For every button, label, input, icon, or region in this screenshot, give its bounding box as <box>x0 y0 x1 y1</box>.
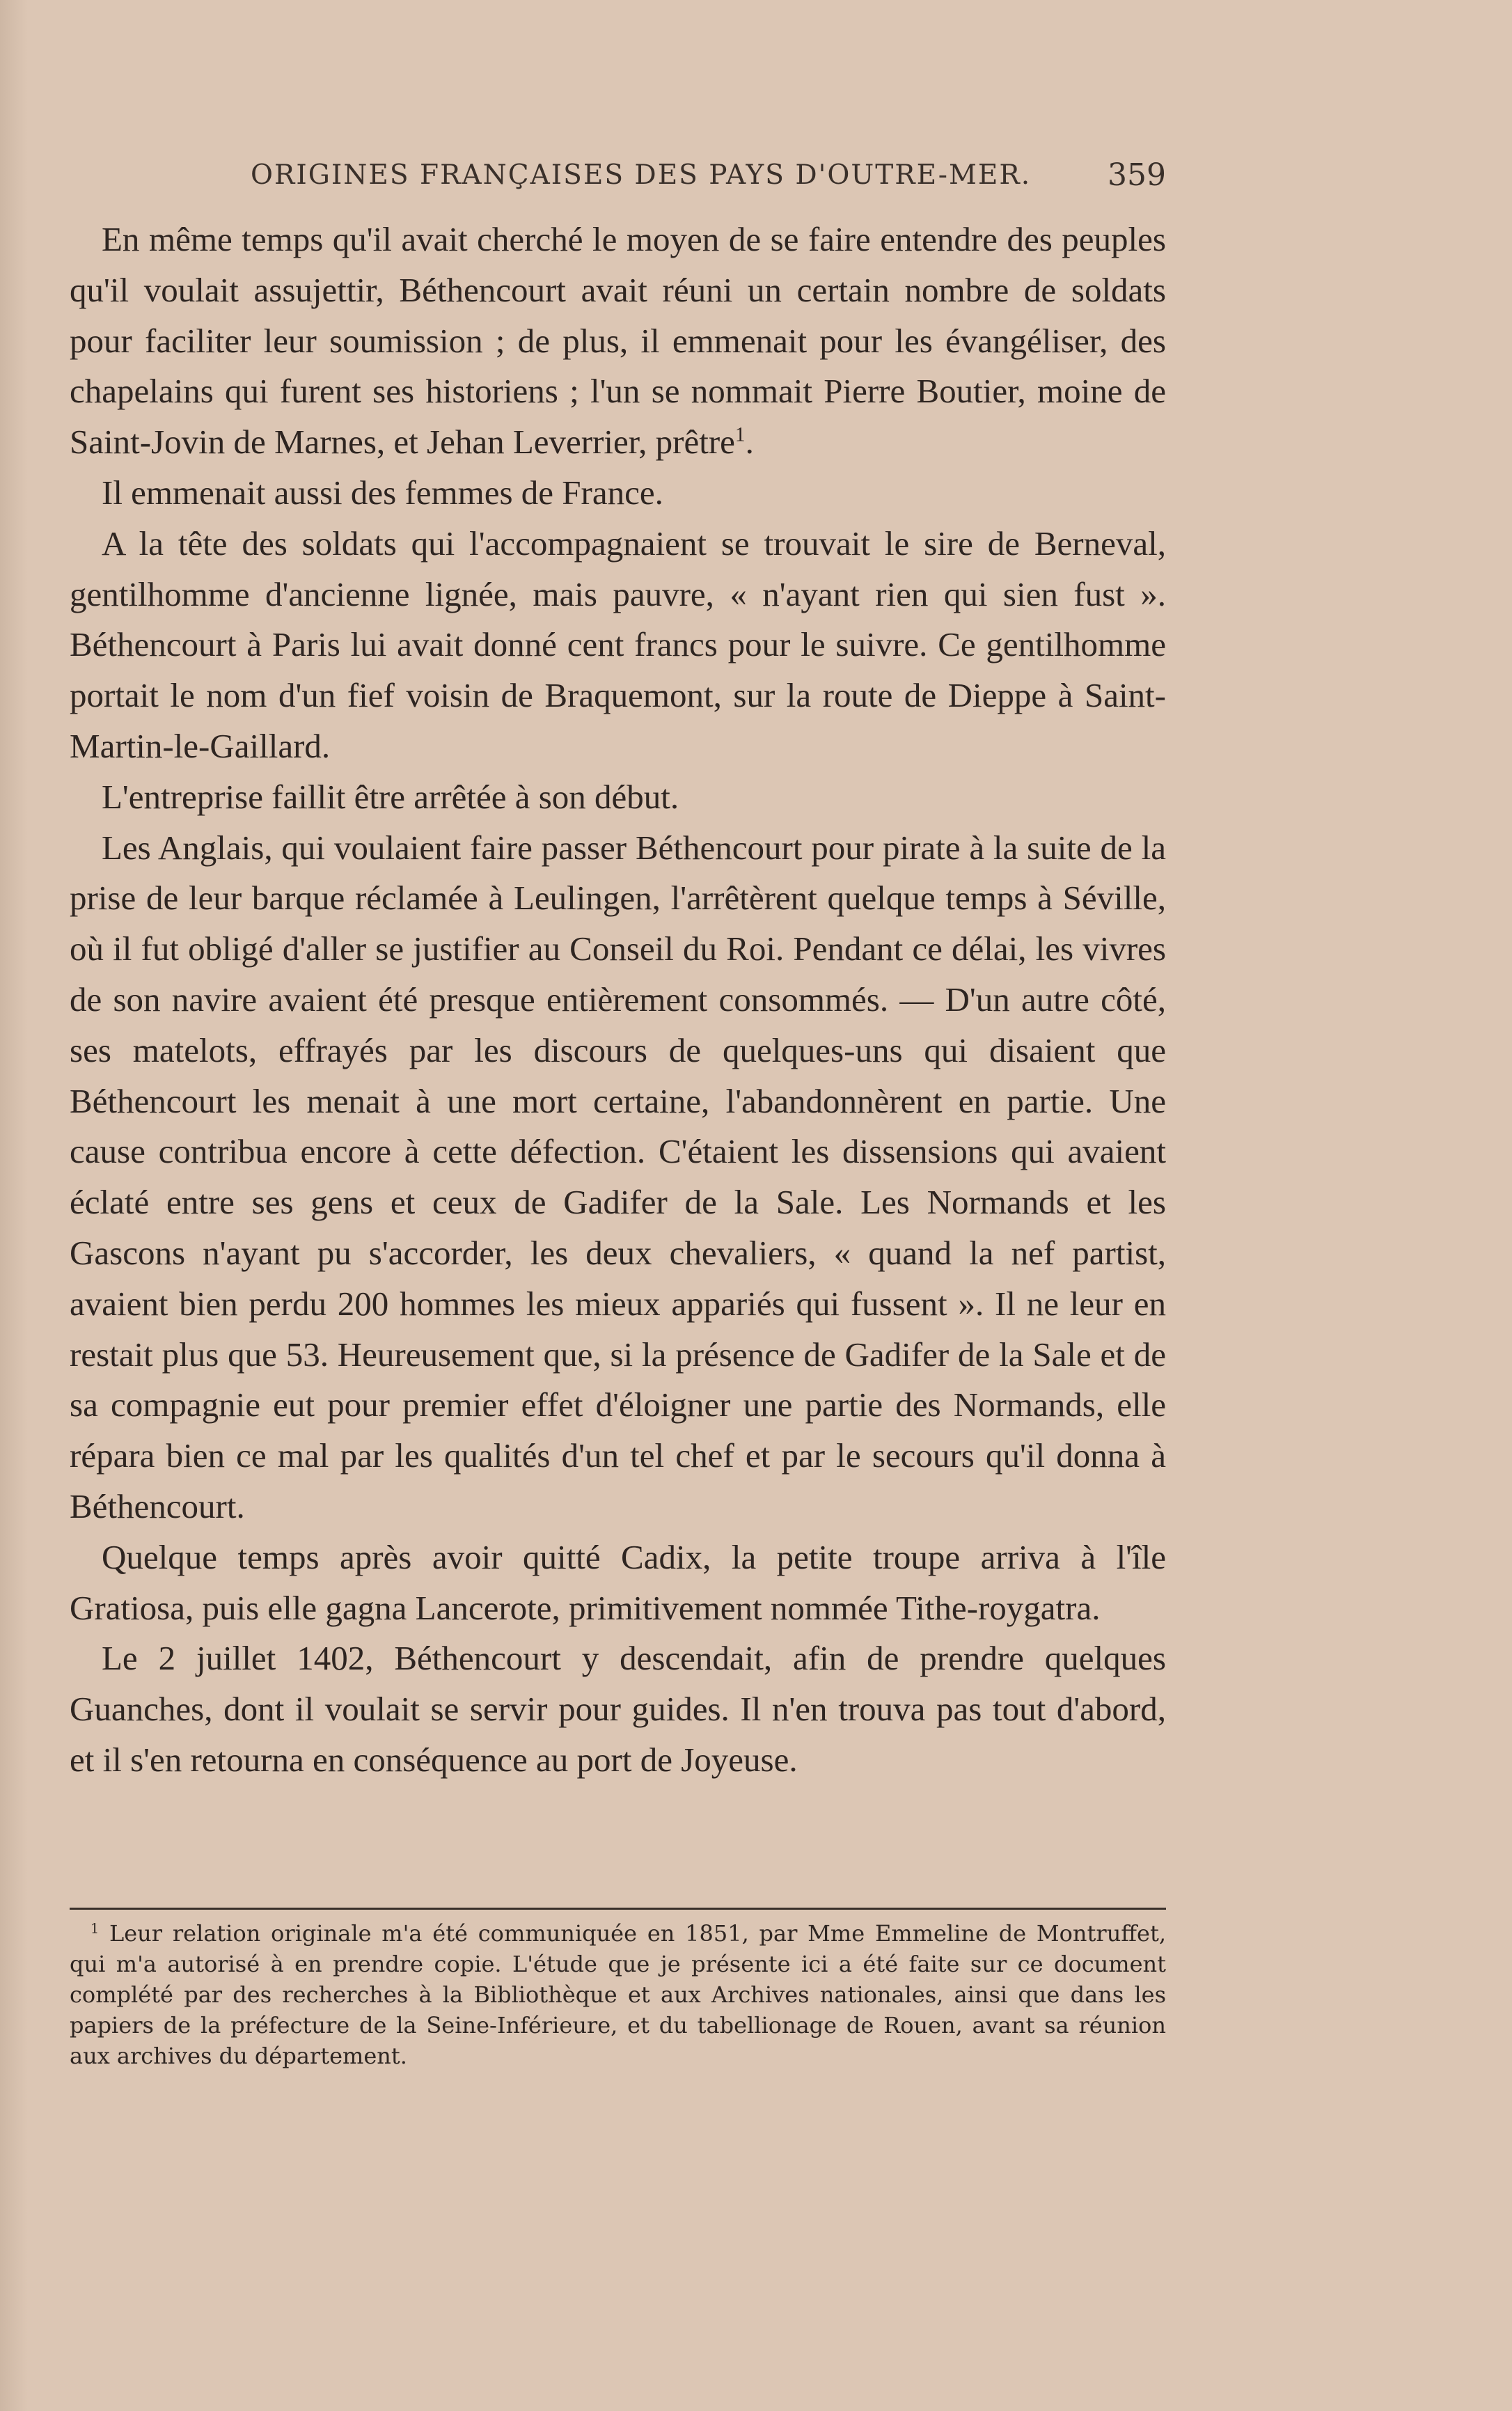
paragraph-1 <box>70 214 1166 468</box>
footnotes <box>70 1918 1166 2071</box>
footnote-divider <box>70 1908 1166 1910</box>
footnote-1 <box>70 1918 1166 2071</box>
paragraph-1-text: En même temps qu'il avait cherché le moyen de se faire entendre des peuples qu'il voulait assujettir, Béthencourt avait réuni un certain nombre de soldats pour faciliter leur soumission ; de plus, il emmenait pour les évangéliser, des chapelains qui furent ses historiens ; l'un se nommait Pierre Boutier, moine de Saint-Jovin de Marnes, et Jehan Leverrier, prêtre <box>70 220 1166 462</box>
paragraph-5: Les Anglais, qui voulaient faire passer Béthencourt pour pirate à la suite de la prise de leur barque réclamée à Leulingen, l'arrêtèrent quelque temps à Séville, où il fut obligé d'aller se justifier au Conseil du Roi. Pendant ce délai, les vivres de son navire avaient été presque entièrement consommés. — D'un autre côté, ses matelots, effrayés par les discours de quelques-uns qui disaient que Béthencourt les menait à une mort certaine, l'abandonnèrent en partie. Une cause contribua encore à cette défection. C'étaient les dissensions qui avaient éclaté entre ses gens et ceux de Gadifer de la Sale. Les Normands et les Gascons n'ayant pu s'accorder, les deux chevaliers, « quand la nef partist, avaient bien perdu 200 hommes les mieux appariés qui fussent ». Il ne leur en restait plus que 53. Heureusement que, si la présence de Gadifer de la Sale et de sa compagnie eut pour premier effet d'éloigner une partie des Normands, elle répara bien ce mal par les qualités d'un tel chef et par le secours qu'il donna à Béthencourt. <box>70 828 1166 1525</box>
paragraph-1-tail: . <box>745 423 754 462</box>
paragraph-7: Le 2 juillet 1402, Béthencourt y descendait, afin de prendre quelques Guanches, dont il voulait se servir pour guides. Il n'en trouva pas tout d'abord, et il s'en retourna en conséquence au port de Joyeuse. <box>70 1639 1166 1779</box>
running-head <box>70 155 1166 196</box>
paragraph-4: L'entreprise faillit être arrêtée à son début. <box>102 777 679 816</box>
paragraph-3: A la tête des soldats qui l'accompagnaient se trouvait le sire de Berneval, gentilhomme d'ancienne lignée, mais pauvre, « n'ayant rien qui sien fust ». Béthencourt à Paris lui avait donné cent francs pour le suivre. Ce gentilhomme portait le nom d'un fief voisin de Braquemont, sur la route de Dieppe à Saint-Martin-le-Gaillard. <box>70 524 1166 765</box>
paragraph-6: Quelque temps après avoir quitté Cadix, la petite troupe arriva à l'île Gratiosa, puis elle gagna Lancerote, primitivement nommée Tithe-roygatra. <box>70 1537 1166 1627</box>
footnote-1-text: Leur relation originale m'a été communiquée en 1851, par Mme Emmeline de Montruffet, qui m'a autorisé à en prendre copie. L'étude que je présente ici a été faite sur ce document complété par des recherches à la Bibliothèque et aux Archives nationales, ainsi que dans les papiers de la préfecture de la Seine-Inférieure, et du tabellionage de Rouen, avant sa réunion aux archives du département. <box>70 1920 1166 2069</box>
page-number: 359 <box>1108 157 1166 193</box>
footnote-reference: 1 <box>734 423 746 446</box>
page-edge-shadow <box>0 0 28 2411</box>
body-text <box>70 214 1166 1786</box>
paragraph-2: Il emmenait aussi des femmes de France. <box>102 473 663 512</box>
footnote-mark: 1 <box>90 1920 100 1937</box>
running-title: ORIGINES FRANÇAISES DES PAYS D'OUTRE-MER. <box>251 159 1032 191</box>
